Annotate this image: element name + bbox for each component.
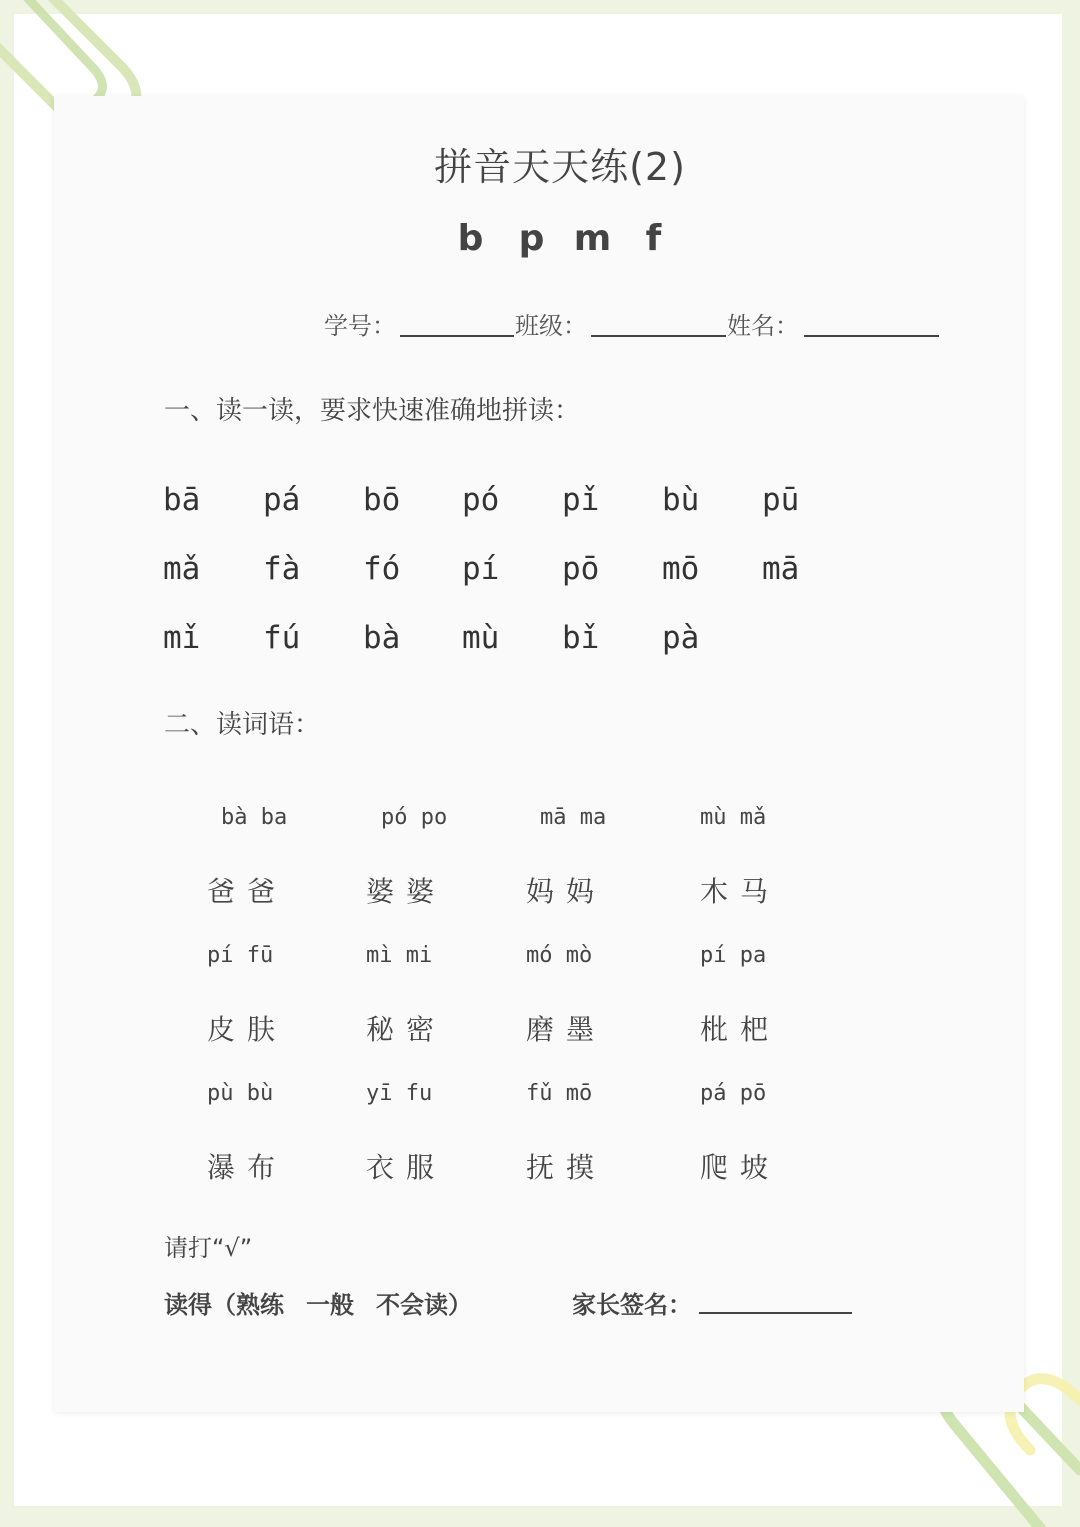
reading-level [164,1285,472,1320]
syllable: bǐ [562,620,600,656]
student-number-field[interactable] [400,335,514,337]
class-label: 班级： [515,312,587,340]
word-pinyin: bà ba [221,805,288,830]
initial: f [645,218,662,259]
initial: m [573,218,612,259]
syllable: bù [662,482,700,518]
section2-heading: 二、读词语： [164,710,321,740]
word-hanzi: 妈妈 [526,875,607,908]
word-hanzi: 瀑布 [207,1151,288,1184]
section1-heading: 一、读一读，要求快速准确地拼读： [164,396,581,426]
syllable: mā [762,551,800,587]
name-label: 姓名： [727,312,799,340]
word-hanzi: 衣服 [366,1151,447,1184]
word-pinyin: pó po [381,805,448,830]
word-pinyin: mù mǎ [700,805,767,830]
word-hanzi: 木马 [700,875,781,908]
word-hanzi: 磨墨 [526,1013,607,1046]
word-pinyin: pá pō [700,1081,767,1106]
syllable: mǎ [163,551,201,587]
word-pinyin: mó mò [526,943,593,968]
syllable: pí [462,551,500,587]
syllable: pá [263,482,301,518]
syllable: fó [363,551,401,587]
syllable: pō [562,551,600,587]
check-prompt: 请打“√” [164,1234,253,1262]
syllable: mō [662,551,700,587]
word-pinyin: pí fū [207,943,274,968]
word-pinyin: fǔ mō [526,1081,593,1106]
word-pinyin: yī fu [366,1081,433,1106]
syllable: pà [662,620,700,656]
initial: b [457,218,484,259]
syllable: mǐ [163,620,201,656]
word-hanzi: 爬坡 [700,1151,781,1184]
syllable: mù [462,620,500,656]
word-hanzi: 皮肤 [207,1013,288,1046]
page-title: 拼音天天练(2) [434,145,686,189]
word-pinyin: mì mi [366,943,433,968]
word-hanzi: 抚摸 [526,1151,607,1184]
reading-label: 读得（熟练 [164,1291,284,1319]
word-pinyin: pù bù [207,1081,274,1106]
initial: p [518,218,545,259]
word-hanzi: 秘密 [366,1013,447,1046]
word-pinyin: mā ma [540,805,607,830]
word-hanzi: 爸爸 [207,875,288,908]
option-cannot-read[interactable]: 不会读） [376,1291,472,1319]
syllable: fà [263,551,301,587]
worksheet [54,96,1024,1412]
class-field[interactable] [591,335,726,337]
syllable: pó [462,482,500,518]
word-pinyin: pí pa [700,943,767,968]
syllable: pǐ [562,482,600,518]
initials-row [440,218,684,259]
syllable: fú [263,620,301,656]
name-field[interactable] [804,335,939,337]
parent-sign-label: 家长签名： [572,1291,692,1319]
parent-sign-field[interactable] [699,1312,852,1314]
syllable: bà [363,620,401,656]
student-number-label: 学号： [324,312,396,340]
option-normal[interactable]: 一般 [306,1291,354,1319]
syllable: bā [163,482,201,518]
syllable: bō [363,482,401,518]
syllable: pū [762,482,800,518]
word-hanzi: 枇杷 [700,1013,781,1046]
word-hanzi: 婆婆 [366,875,447,908]
